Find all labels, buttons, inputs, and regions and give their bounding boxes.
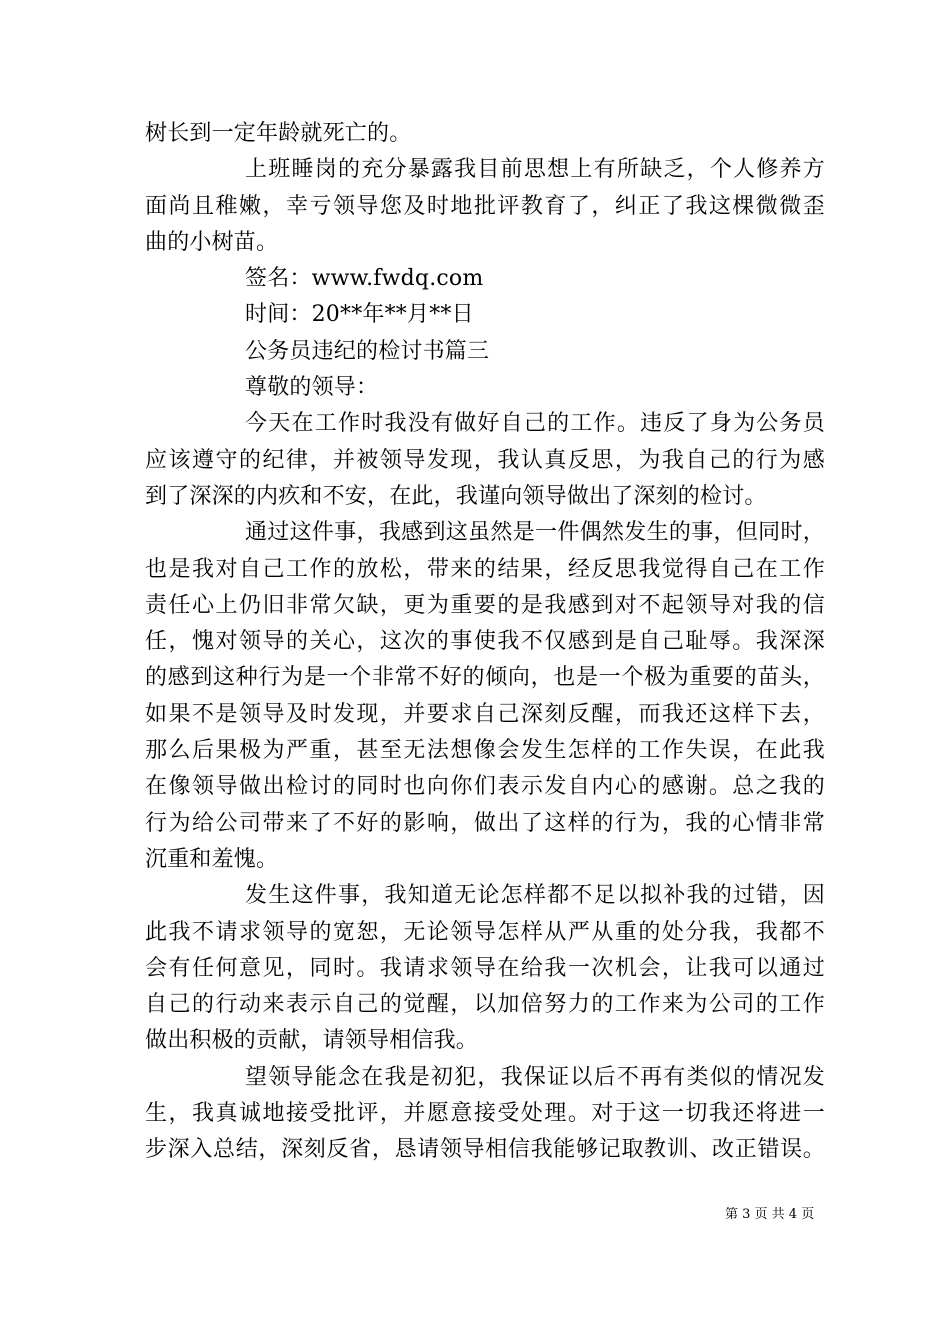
text-line: 此我不请求领导的宽恕，无论领导怎样从严从重的处分我，我都不 bbox=[145, 919, 825, 945]
text-line: 行为给公司带来了不好的影响，做出了这样的行为，我的心情非常 bbox=[145, 810, 825, 836]
text-line: 应该遵守的纪律，并被领导发现，我认真反思，为我自己的行为感 bbox=[145, 447, 825, 473]
text-line: 望领导能念在我是初犯，我保证以后不再有类似的情况发 bbox=[245, 1064, 825, 1090]
text-line: 发生这件事，我知道无论怎样都不足以拟补我的过错，因 bbox=[245, 883, 825, 909]
date-line: 时间：20**年**月**日 bbox=[245, 302, 474, 328]
text-line: 沉重和羞愧。 bbox=[145, 846, 279, 872]
text-line: 做出积极的贡献，请领导相信我。 bbox=[145, 1028, 479, 1054]
document-body bbox=[145, 116, 825, 1169]
text-line: 也是我对自己工作的放松，带来的结果，经反思我觉得自己在工作 bbox=[145, 556, 825, 582]
text-line: 面尚且稚嫩，幸亏领导您及时地批评教育了，纠正了我这棵微微歪 bbox=[145, 193, 825, 219]
text-line: 任，愧对领导的关心，这次的事使我不仅感到是自己耻辱。我深深 bbox=[145, 629, 825, 655]
text-line: 曲的小树苗。 bbox=[145, 229, 279, 255]
text-line: 生，我真诚地接受批评，并愿意接受处理。对于这一切我还将进一 bbox=[145, 1101, 825, 1127]
text-line: 树长到一定年龄就死亡的。 bbox=[145, 121, 412, 146]
text-line: 步深入总结，深刻反省，恳请领导相信我能够记取教训、改正错误。 bbox=[145, 1137, 825, 1163]
text-line: 到了深深的内疚和不安，在此，我谨向领导做出了深刻的检讨。 bbox=[145, 483, 767, 509]
text-line: 那么后果极为严重，甚至无法想像会发生怎样的工作失误，在此我 bbox=[145, 738, 825, 764]
text-line: 如果不是领导及时发现，并要求自己深刻反醒，而我还这样下去， bbox=[145, 701, 825, 727]
text-line: 的感到这种行为是一个非常不好的倾向，也是一个极为重要的苗头， bbox=[145, 665, 825, 691]
section-title: 公务员违纪的检讨书篇三 bbox=[245, 338, 490, 364]
salutation: 尊敬的领导： bbox=[245, 375, 379, 401]
text-line: 今天在工作时我没有做好自己的工作。违反了身为公务员 bbox=[245, 411, 825, 437]
text-line: 会有任何意见，同时。我请求领导在给我一次机会，让我可以通过 bbox=[145, 955, 825, 981]
text-line: 自己的行动来表示自己的觉醒，以加倍努力的工作来为公司的工作 bbox=[145, 992, 825, 1018]
page-number: 第 3 页 共 4 页 bbox=[725, 1207, 815, 1222]
text-line: 责任心上仍旧非常欠缺，更为重要的是我感到对不起领导对我的信 bbox=[145, 592, 825, 618]
text-line: 通过这件事，我感到这虽然是一件偶然发生的事，但同时， bbox=[245, 520, 825, 546]
text-line: 在像领导做出检讨的同时也向你们表示发自内心的感谢。总之我的 bbox=[145, 774, 825, 800]
text-line: 上班睡岗的充分暴露我目前思想上有所缺乏，个人修养方 bbox=[245, 157, 825, 183]
signature-line: 签名：www.fwdq.com bbox=[245, 266, 484, 292]
